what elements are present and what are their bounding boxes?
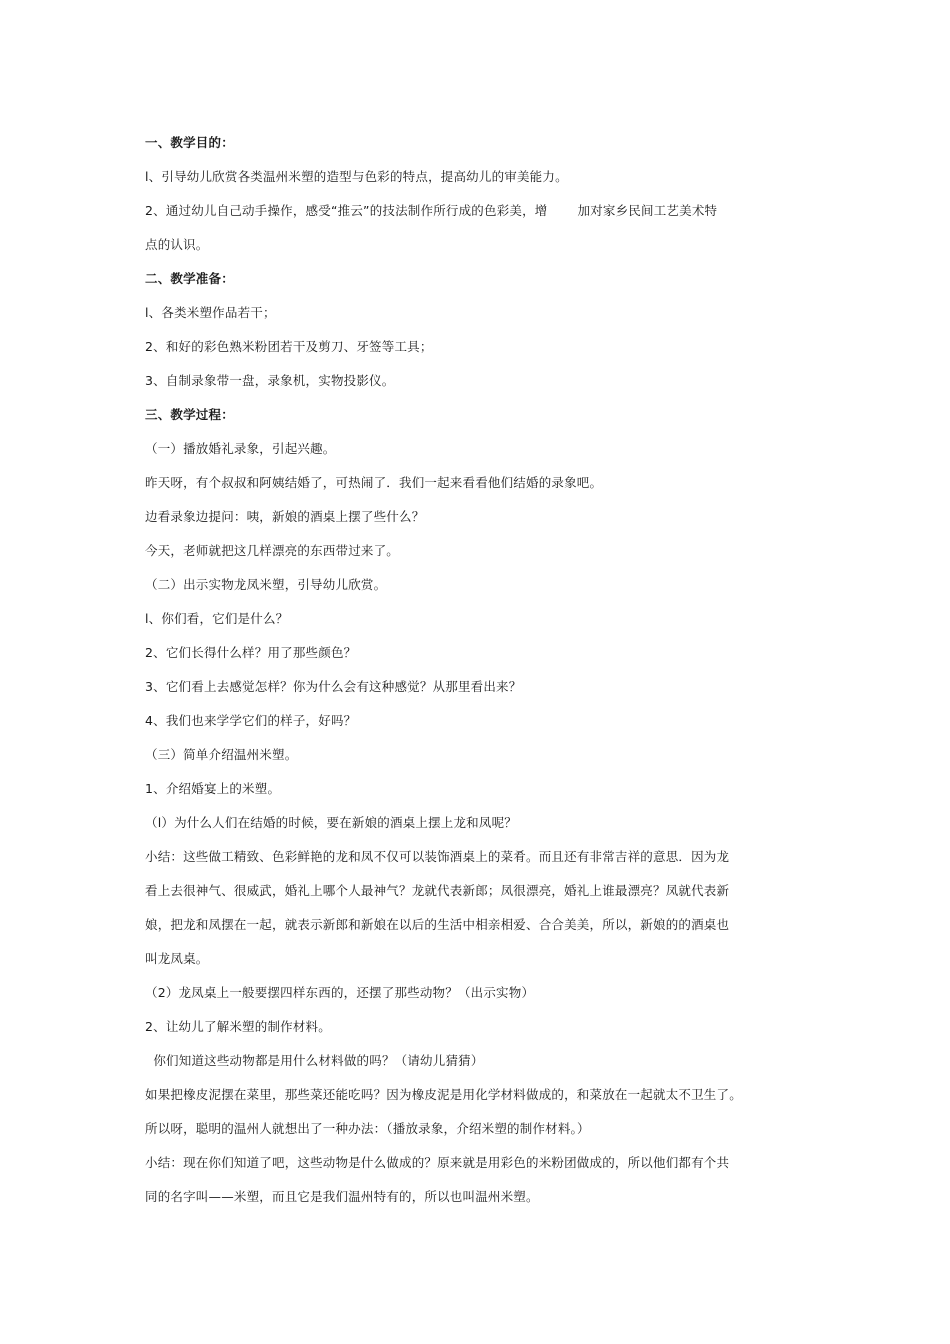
process-step-1-title: （一）播放婚礼录象，引起兴趣。 bbox=[145, 441, 336, 456]
process-step-1-line-3: 今天，老师就把这几样漂亮的东西带过来了。 bbox=[145, 543, 400, 558]
process-step-3-item-1: 1、介绍婚宴上的米塑。 bbox=[145, 781, 281, 796]
process-step-2-question-2: 2、它们长得什么样？用了那些颜色？ bbox=[145, 645, 357, 660]
section-heading-objectives: 一、教学目的： bbox=[145, 135, 234, 150]
objective-item-2-part-b: 加对家乡民间工艺美术特 bbox=[577, 203, 718, 218]
summary-1-line-1: 小结：这些做工精致、色彩鲜艳的龙和凤不仅可以装饰酒桌上的菜肴。而且还有非常吉祥的意思．因为龙 bbox=[145, 849, 730, 864]
process-step-3-item-2-line-1: 如果把橡皮泥摆在菜里，那些菜还能吃吗？因为橡皮泥是用化学材料做成的，和菜放在一起就太不卫生了。 bbox=[145, 1087, 742, 1102]
process-step-2-question-3: 3、它们看上去感觉怎样？你为什么会有这种感觉？从那里看出来？ bbox=[145, 679, 522, 694]
objective-item-2 bbox=[145, 194, 825, 228]
process-step-3-item-1-question: （l）为什么人们在结婚的时候，要在新娘的酒桌上摆上龙和凤呢？ bbox=[145, 815, 517, 830]
summary-2-line-2: 同的名字叫——米塑，而且它是我们温州特有的，所以也叫温州米塑。 bbox=[145, 1189, 539, 1204]
process-step-2-title: （二）出示实物龙凤米塑，引导幼儿欣赏。 bbox=[145, 577, 387, 592]
summary-2-line-1: 小结：现在你们知道了吧，这些动物是什么做成的？原来就是用彩色的米粉团做成的，所以他们都有个共 bbox=[145, 1155, 730, 1170]
process-step-3-item-2-line-2: 所以呀，聪明的温州人就想出了一种办法：（播放录象，介绍米塑的制作材料。） bbox=[145, 1121, 590, 1136]
preparation-item-1: l、各类米塑作品若干； bbox=[145, 305, 276, 320]
process-step-1-line-1: 昨天呀，有个叔叔和阿姨结婚了，可热闹了．我们一起来看看他们结婚的录象吧。 bbox=[145, 475, 603, 490]
objective-item-2-part-a: 2、通过幼儿自己动手操作，感受“推云”的技法制作所行成的色彩美，增 bbox=[145, 203, 548, 218]
summary-1-line-3: 娘，把龙和凤摆在一起，就表示新郎和新娘在以后的生活中相亲相爱、合合美美，所以，新娘的的酒桌也 bbox=[145, 917, 730, 932]
process-step-2-question-4: 4、我们也来学学它们的样子，好吗？ bbox=[145, 713, 357, 728]
process-step-3-title: （三）简单介绍温州米塑。 bbox=[145, 747, 298, 762]
summary-1-line-4: 叫龙凤桌。 bbox=[145, 951, 209, 966]
process-step-3-item-2-question: 你们知道这些动物都是用什么材料做的吗？（请幼儿猜猜） bbox=[145, 1053, 484, 1068]
section-heading-preparation: 二、教学准备： bbox=[145, 271, 234, 286]
preparation-item-3: 3、自制录象带一盘，录象机，实物投影仪。 bbox=[145, 373, 395, 388]
process-step-3-item-2: 2、让幼儿了解米塑的制作材料。 bbox=[145, 1019, 331, 1034]
process-step-1-line-2: 边看录象边提问：咦，新娘的酒桌上摆了些什么？ bbox=[145, 509, 425, 524]
process-step-3-item-1-question-2: （2）龙凤桌上一般要摆四样东西的，还摆了那些动物？（出示实物） bbox=[145, 985, 535, 1000]
objective-item-2-continued: 点的认识。 bbox=[145, 237, 209, 252]
document-body bbox=[145, 126, 825, 1214]
section-heading-process: 三、教学过程： bbox=[145, 407, 234, 422]
objective-item-1: l、引导幼儿欣赏各类温州米塑的造型与色彩的特点，提高幼儿的审美能力。 bbox=[145, 169, 568, 184]
process-step-2-question-1: l、你们看，它们是什么？ bbox=[145, 611, 289, 626]
summary-1-line-2: 看上去很神气、很威武，婚礼上哪个人最神气？龙就代表新郎；凤很漂亮，婚礼上谁最漂亮？凤就代表新 bbox=[145, 883, 730, 898]
preparation-item-2: 2、和好的彩色熟米粉团若干及剪刀、牙签等工具； bbox=[145, 339, 433, 354]
